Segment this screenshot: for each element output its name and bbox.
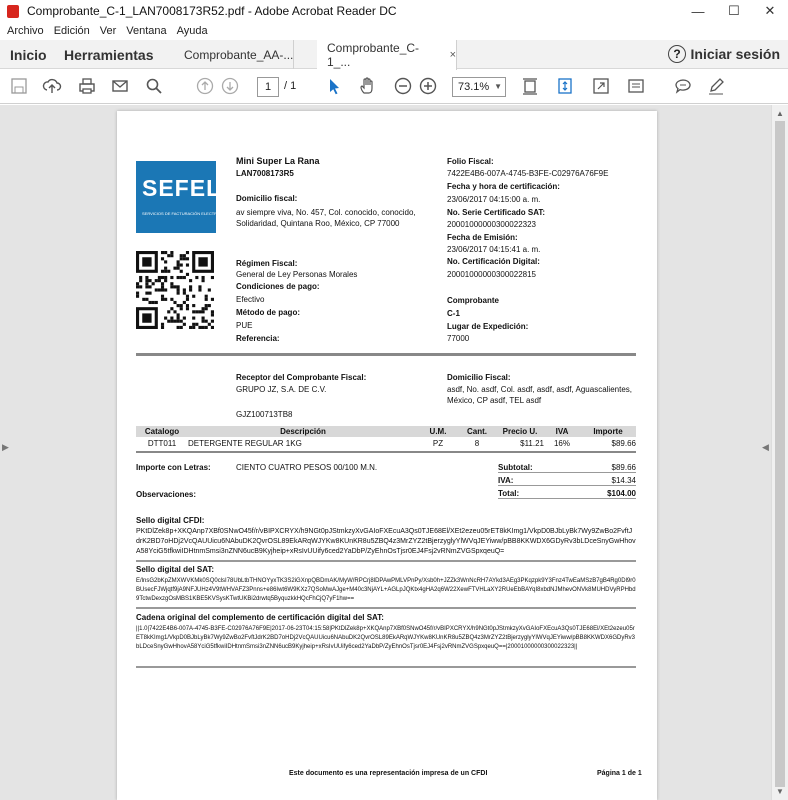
payment-conditions-label: Condiciones de pago:	[236, 282, 320, 291]
divider	[136, 666, 636, 668]
col-iva: IVA	[544, 426, 580, 437]
iva-label: IVA:	[498, 476, 514, 485]
page-total: / 1	[284, 80, 297, 92]
tab-doc-c1[interactable]	[317, 40, 457, 70]
vertical-scrollbar[interactable]	[771, 105, 788, 800]
receptor-domicile-line2: México, CP asdf, TEL asdf	[447, 396, 542, 405]
menu-ayuda[interactable]: Ayuda	[176, 25, 208, 37]
regimen-label: Régimen Fiscal:	[236, 259, 298, 268]
logo-subtitle: SERVICIOS DE FACTURACIÓN ELECTRÓNICA	[142, 211, 230, 216]
reference-label: Referencia:	[236, 334, 280, 343]
help-icon[interactable]: ?	[668, 45, 686, 63]
maximize-button[interactable]: ☐	[728, 3, 740, 18]
domicile-line1: av siempre viva, No. 457, Col. conocido, conocido,	[236, 208, 416, 217]
domicile-line2: Solidaridad, Quintana Roo, México, CP 77000	[236, 219, 400, 228]
chevron-down-icon: ▼	[494, 82, 502, 91]
domicile-label: Domicilio fiscal:	[236, 194, 298, 203]
cell-um: PZ	[432, 438, 444, 448]
left-panel-toggle-icon[interactable]: ▶	[2, 442, 9, 452]
voucher-value: C-1	[447, 309, 460, 318]
cfdi-seal-label: Sello digital CFDI:	[136, 516, 205, 525]
table-row	[136, 437, 636, 449]
receptor-name: GRUPO JZ, S.A. DE C.V.	[236, 385, 327, 394]
print-icon[interactable]	[76, 75, 98, 97]
cadena-value: ||1.0|7422E4B6-007A-4745-B3FE-C02976A76F9E|2017-06-23T04:15:58|PKtDlZek8p+XKQAnp7XBf0SNwO45f/r/vBIPXCRYX/h9NGt0pJStmkzyXvGAIoFXEcuA3Qs0TJE68El/XEt2ezeu05rET8kKImg1/VkpD0BJbLyBk7Wy9ZwBo2FvftJdrK2BD7oHDj2VcQAUUicu6NAbuDK2QvrOSL89EkARqWJYKw8KUnKR8u5ZBQ4z3MrZYZ2tBjerzyglyYlWVqJEYiww/pBB8KKWDX6GDyRv3bLDceSnyGwHhovA58YciG5tfkwiIDHtnmSmsi3nZNN6ucB9Kyjheip+xRsIvUUify6ced2YaDbP/ZyEhnOsTjsr0EJ4Fsj2vRNmZVGSpxqeuQ==|20001000000300022323||	[136, 626, 635, 650]
cell-descripcion: DETERGENTE REGULAR 1KG	[188, 438, 302, 448]
close-tab-icon[interactable]: ×	[449, 49, 456, 61]
qr-code	[136, 251, 214, 329]
items-table	[136, 426, 636, 449]
hand-tool-icon[interactable]	[357, 75, 379, 97]
right-panel-toggle-icon[interactable]: ◀	[762, 442, 769, 452]
scroll-down-icon[interactable]: ▼	[776, 787, 784, 796]
zoom-in-icon[interactable]	[417, 75, 439, 97]
footer-note: Este documento es una representación impresa de un CFDI	[289, 770, 488, 777]
amount-words-label: Importe con Letras:	[136, 463, 211, 472]
regimen-value: General de Ley Personas Morales	[236, 270, 358, 279]
next-page-icon[interactable]	[219, 75, 241, 97]
payment-conditions-value: Efectivo	[236, 295, 265, 304]
zoom-out-icon[interactable]	[392, 75, 414, 97]
col-um: U.M.	[418, 426, 458, 437]
amount-words-value: CIENTO CUATRO PESOS 00/100 M.N.	[236, 463, 378, 472]
receptor-domicile-line1: asdf, No. asdf, Col. asdf, asdf, asdf, Aguascalientes,	[447, 385, 632, 394]
zoom-select[interactable]	[452, 77, 506, 97]
full-screen-icon[interactable]	[590, 75, 612, 97]
sat-cert-label: No. Serie Certificado SAT:	[447, 208, 546, 217]
title-bar	[0, 0, 788, 22]
col-catalogo: Catalogo	[136, 426, 188, 437]
voucher-label: Comprobante	[447, 296, 499, 305]
close-button[interactable]: ✕	[764, 3, 776, 18]
folio-value: 7422E4B6-007A-4745-B3FE-C02976A76F9E	[447, 169, 609, 178]
col-precio: Precio U.	[496, 426, 544, 437]
menu-ver[interactable]: Ver	[99, 25, 117, 37]
iva-row	[498, 475, 636, 486]
acrobat-icon	[7, 5, 19, 18]
divider	[136, 353, 636, 356]
place-label: Lugar de Expedición:	[447, 322, 529, 331]
divider	[136, 451, 636, 453]
fit-page-icon[interactable]	[519, 75, 541, 97]
window-title: Comprobante_C-1_LAN7008173R52.pdf - Adobe Acrobat Reader DC	[27, 4, 397, 18]
sign-pen-icon[interactable]	[705, 75, 727, 97]
receptor-rfc: GJZ100713TB8	[236, 410, 293, 419]
subtotal-label: Subtotal:	[498, 463, 533, 472]
cell-cant: 8	[474, 438, 480, 448]
cert-date-value: 23/06/2017 04:15:00 a. m.	[447, 195, 541, 204]
page-number: Página 1 de 1	[597, 770, 642, 777]
previous-page-icon[interactable]	[194, 75, 216, 97]
digital-cert-value: 20001000000300022815	[447, 270, 536, 279]
divider	[136, 607, 636, 609]
read-mode-icon[interactable]	[625, 75, 647, 97]
scroll-thumb[interactable]	[775, 121, 785, 787]
tab-inicio[interactable]: Inicio	[10, 46, 47, 63]
upload-icon[interactable]	[41, 75, 63, 97]
sat-seal-value: E/lnsG2bKpZMXWVKMk0SQ0clsI78UbLtbTHNOYyxTK3S2iGXnpQBDmAK/MyW/RPCrj8lDPAwPMLVPnPy/Xsb0h+JZZk3WnNcRH7AYkd3AEg3PKqzpk9Y3Fnz4TwEaMSzB7gB4Rg0Dl9r0BUsecFJWjqtf9jA9NFJUHz4V9tWHVAFZ3Pnns+e86Iwt6W9KXz7QSoMwAJge+M40c3NjAYL+AGLpJQKtx4gHA2q6W22XewFTVHLaXY2RUeEbBAYqI8xbdNJMhevONVk8MUHDVyRPHbd9TctwDexzgOsMBS1KBE5KVSysKTwtUKBi2drwtq5ByquzkkHQcFhCjQ7yF1hw==	[136, 578, 636, 602]
toolbar	[0, 70, 788, 104]
cell-catalogo: DTT011	[147, 438, 177, 448]
folio-label: Folio Fiscal:	[447, 157, 494, 166]
sat-cert-value: 20001000000300022323	[447, 220, 536, 229]
digital-cert-label: No. Certificación Digital:	[447, 257, 540, 266]
total-row	[498, 488, 636, 499]
col-cant: Cant.	[458, 426, 496, 437]
company-name: Mini Super La Rana	[236, 156, 320, 166]
search-icon[interactable]	[143, 75, 165, 97]
logo-text: SEFEL	[142, 175, 222, 201]
subtotal-value: $89.66	[611, 463, 636, 472]
cert-date-label: Fecha y hora de certificación:	[447, 182, 560, 191]
cell-precio: $11.21	[520, 438, 544, 448]
payment-method-label: Método de pago:	[236, 308, 300, 317]
zoom-value: 73.1%	[458, 81, 490, 93]
pdf-page	[117, 111, 657, 800]
emission-date-label: Fecha de Emisión:	[447, 233, 518, 242]
cell-importe: $89.66	[611, 438, 636, 448]
company-logo	[136, 161, 230, 233]
total-value: $104.00	[607, 489, 636, 498]
cfdi-seal-value: PKtDlZek8p+XKQAnp7XBf0SNwO45f/r/vBIPXCRYX/h9NGt0pJStmkzyXvGAIoFXEcuA3Qs0TJE68El/XEt2ezeu05rET8kKImg1/VkpD0BJbLyBk7Wy9ZwBo2FvftJdrK2BD7oHDj2VcQAUUicu6NAbuDK2QvrOSL89EkARqWJYKw8KUnKR8u5ZBQ4z3MrZYZ2tBjerzyglyYlWVqJEYiww/pBB8KKWDX6GDyRv3bLDceSnyGwHhovA58YciG5tfkwiIDHtnmSmsi3nZNN6ucB9Kyjheip+xRsIvUUify6ced2YaDbP/ZyEhnOsTjsr0EJ4Fsj2vRNmZVGSpxqeuQ=	[136, 528, 636, 555]
total-label: Total:	[498, 489, 520, 498]
divider	[136, 560, 636, 562]
iva-value: $14.34	[611, 476, 636, 485]
receptor-domicile-label: Domicilio Fiscal:	[447, 373, 511, 382]
menu-ventana[interactable]: Ventana	[126, 25, 167, 37]
cadena-label: Cadena original del complemento de certificación digital del SAT:	[136, 613, 384, 622]
tab-doc-aa[interactable]	[174, 40, 294, 69]
menu-bar	[0, 22, 788, 40]
menu-edicion[interactable]: Edición	[53, 25, 90, 37]
receptor-label: Receptor del Comprobante Fiscal:	[236, 373, 367, 382]
scroll-up-icon[interactable]: ▲	[776, 109, 784, 118]
emission-date-value: 23/06/2017 04:15:41 a. m.	[447, 245, 541, 254]
select-cursor-icon[interactable]	[323, 75, 345, 97]
payment-method-value: PUE	[236, 321, 253, 330]
col-importe: Importe	[580, 426, 636, 437]
page-number-input[interactable]: 1	[257, 77, 279, 97]
observations-label: Observaciones:	[136, 490, 197, 499]
email-icon[interactable]	[109, 75, 131, 97]
sign-in-button[interactable]: Iniciar sesión	[690, 46, 780, 62]
menu-archivo[interactable]: Archivo	[7, 25, 44, 37]
tab-doc-c1-label: Comprobante_C-1_...	[327, 41, 420, 69]
scroll-mode-icon[interactable]	[554, 75, 576, 97]
col-descripcion: Descripción	[188, 426, 418, 437]
tab-herramientas[interactable]: Herramientas	[64, 46, 154, 63]
company-rfc: LAN7008173R5	[236, 169, 294, 178]
place-value: 77000	[447, 334, 470, 343]
comment-icon[interactable]	[672, 75, 694, 97]
save-icon[interactable]	[8, 75, 30, 97]
sat-seal-label: Sello digital del SAT:	[136, 565, 215, 574]
cell-iva: 16%	[553, 438, 570, 448]
subtotal-row	[498, 462, 636, 473]
table-header	[136, 426, 636, 437]
minimize-button[interactable]: —	[691, 3, 705, 19]
tab-doc-aa-label: Comprobante_AA-...	[184, 47, 294, 62]
